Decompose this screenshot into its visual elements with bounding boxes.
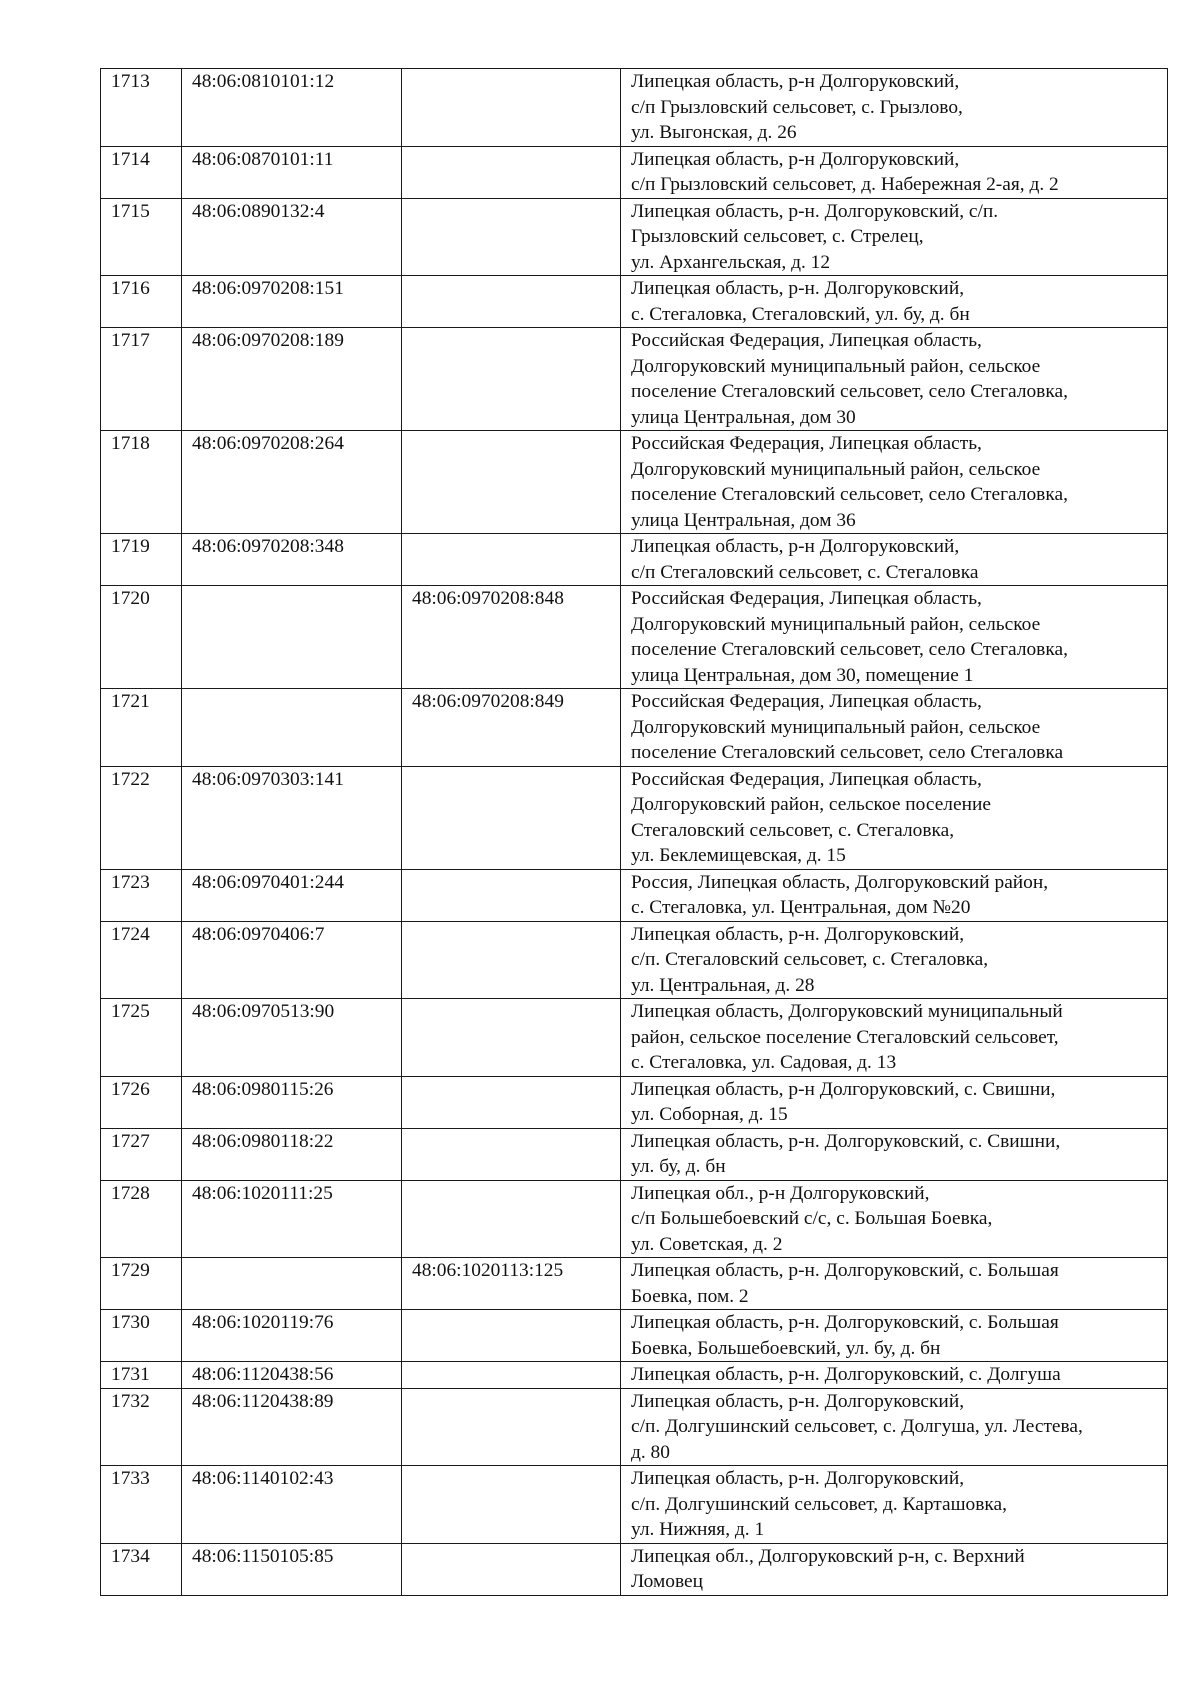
object-cadastral-number (402, 1180, 621, 1258)
row-number: 1723 (101, 869, 182, 921)
table-row (101, 534, 1168, 586)
land-cadastral-number: 48:06:0890132:4 (182, 198, 402, 276)
object-cadastral-number (402, 869, 621, 921)
object-cadastral-number (402, 534, 621, 586)
registry-table (100, 68, 1168, 1596)
row-number: 1729 (101, 1258, 182, 1310)
object-cadastral-number (402, 1466, 621, 1544)
row-number: 1717 (101, 328, 182, 431)
object-cadastral-number (402, 1310, 621, 1362)
table-row (101, 69, 1168, 147)
table-row (101, 1466, 1168, 1544)
object-cadastral-number (402, 1076, 621, 1128)
row-number: 1734 (101, 1543, 182, 1595)
table-row (101, 869, 1168, 921)
address: Липецкая область, р-н. Долгоруковский, с. Стегаловка, Стегаловский, ул. бу, д. бн (621, 276, 1168, 328)
table-row (101, 1543, 1168, 1595)
address: Россия, Липецкая область, Долгоруковский район, с. Стегаловка, ул. Центральная, дом №20 (621, 869, 1168, 921)
row-number: 1733 (101, 1466, 182, 1544)
object-cadastral-number (402, 1128, 621, 1180)
address: Липецкая область, р-н. Долгоруковский, с/п. Стегаловский сельсовет, с. Стегаловка, ул. Центральная, д. 28 (621, 921, 1168, 999)
object-cadastral-number (402, 146, 621, 198)
registry-table-body (101, 69, 1168, 1596)
address: Липецкая область, р-н. Долгоруковский, с. Большая Боевка, пом. 2 (621, 1258, 1168, 1310)
land-cadastral-number: 48:06:0970208:264 (182, 431, 402, 534)
address: Липецкая область, р-н. Долгоруковский, с. Свишни, ул. бу, д. бн (621, 1128, 1168, 1180)
row-number: 1714 (101, 146, 182, 198)
land-cadastral-number: 48:06:0970406:7 (182, 921, 402, 999)
table-row (101, 586, 1168, 689)
object-cadastral-number (402, 999, 621, 1077)
object-cadastral-number (402, 1362, 621, 1389)
address: Липецкая область, р-н. Долгоруковский, с/п. Долгушинский сельсовет, д. Карташовка, ул. Нижняя, д. 1 (621, 1466, 1168, 1544)
table-row (101, 1128, 1168, 1180)
address: Липецкая область, Долгоруковский муниципальный район, сельское поселение Стегаловский сельсовет, с. Стегаловка, ул. Садовая, д. 13 (621, 999, 1168, 1077)
row-number: 1715 (101, 198, 182, 276)
row-number: 1724 (101, 921, 182, 999)
row-number: 1726 (101, 1076, 182, 1128)
object-cadastral-number: 48:06:0970208:848 (402, 586, 621, 689)
table-row (101, 276, 1168, 328)
row-number: 1716 (101, 276, 182, 328)
table-row (101, 1388, 1168, 1466)
address: Липецкая область, р-н Долгоруковский, с/п Грызловский сельсовет, с. Грызлово, ул. Выгонская, д. 26 (621, 69, 1168, 147)
row-number: 1728 (101, 1180, 182, 1258)
address: Липецкая область, р-н Долгоруковский, с/п Стегаловский сельсовет, с. Стегаловка (621, 534, 1168, 586)
land-cadastral-number: 48:06:0970208:151 (182, 276, 402, 328)
document-page (100, 68, 1167, 1596)
row-number: 1731 (101, 1362, 182, 1389)
row-number: 1722 (101, 766, 182, 869)
table-row (101, 146, 1168, 198)
land-cadastral-number: 48:06:1020119:76 (182, 1310, 402, 1362)
table-row (101, 1258, 1168, 1310)
object-cadastral-number (402, 69, 621, 147)
address: Липецкая обл., Долгоруковский р-н, с. Верхний Ломовец (621, 1543, 1168, 1595)
row-number: 1719 (101, 534, 182, 586)
object-cadastral-number (402, 276, 621, 328)
address: Липецкая область, р-н. Долгоруковский, с/п. Грызловский сельсовет, с. Стрелец, ул. Архангельская, д. 12 (621, 198, 1168, 276)
row-number: 1713 (101, 69, 182, 147)
table-row (101, 1310, 1168, 1362)
row-number: 1732 (101, 1388, 182, 1466)
object-cadastral-number (402, 328, 621, 431)
address: Липецкая область, р-н. Долгоруковский, с/п. Долгушинский сельсовет, с. Долгуша, ул. Лестева, д. 80 (621, 1388, 1168, 1466)
object-cadastral-number (402, 921, 621, 999)
table-row (101, 431, 1168, 534)
address: Липецкая область, р-н. Долгоруковский, с. Долгуша (621, 1362, 1168, 1389)
address: Липецкая область, р-н Долгоруковский, с/п Грызловский сельсовет, д. Набережная 2-ая, д. 2 (621, 146, 1168, 198)
object-cadastral-number (402, 198, 621, 276)
land-cadastral-number: 48:06:0870101:11 (182, 146, 402, 198)
address: Липецкая обл., р-н Долгоруковский, с/п Большебоевский с/с, с. Большая Боевка, ул. Советская, д. 2 (621, 1180, 1168, 1258)
table-row (101, 999, 1168, 1077)
address: Российская Федерация, Липецкая область, Долгоруковский муниципальный район, сельское поселение Стегаловский сельсовет, село Стегаловка, улица Центральная, дом 36 (621, 431, 1168, 534)
object-cadastral-number: 48:06:0970208:849 (402, 689, 621, 767)
address: Липецкая область, р-н Долгоруковский, с. Свишни, ул. Соборная, д. 15 (621, 1076, 1168, 1128)
land-cadastral-number: 48:06:0970208:348 (182, 534, 402, 586)
address: Российская Федерация, Липецкая область, Долгоруковский район, сельское поселение Стегаловский сельсовет, с. Стегаловка, ул. Беклемищевская, д. 15 (621, 766, 1168, 869)
table-row (101, 1362, 1168, 1389)
land-cadastral-number: 48:06:0970208:189 (182, 328, 402, 431)
object-cadastral-number (402, 431, 621, 534)
object-cadastral-number: 48:06:1020113:125 (402, 1258, 621, 1310)
land-cadastral-number: 48:06:0970303:141 (182, 766, 402, 869)
table-row (101, 689, 1168, 767)
land-cadastral-number: 48:06:0810101:12 (182, 69, 402, 147)
address: Российская Федерация, Липецкая область, Долгоруковский муниципальный район, сельское поселение Стегаловский сельсовет, село Стегаловка, улица Центральная, дом 30 (621, 328, 1168, 431)
table-row (101, 921, 1168, 999)
land-cadastral-number (182, 689, 402, 767)
table-row (101, 766, 1168, 869)
land-cadastral-number: 48:06:0980118:22 (182, 1128, 402, 1180)
row-number: 1718 (101, 431, 182, 534)
row-number: 1721 (101, 689, 182, 767)
row-number: 1720 (101, 586, 182, 689)
table-row (101, 328, 1168, 431)
row-number: 1730 (101, 1310, 182, 1362)
land-cadastral-number (182, 1258, 402, 1310)
land-cadastral-number: 48:06:0980115:26 (182, 1076, 402, 1128)
address: Российская Федерация, Липецкая область, Долгоруковский муниципальный район, сельское поселение Стегаловский сельсовет, село Стегаловка (621, 689, 1168, 767)
land-cadastral-number: 48:06:0970401:244 (182, 869, 402, 921)
land-cadastral-number: 48:06:1140102:43 (182, 1466, 402, 1544)
land-cadastral-number (182, 586, 402, 689)
row-number: 1725 (101, 999, 182, 1077)
table-row (101, 1076, 1168, 1128)
object-cadastral-number (402, 766, 621, 869)
land-cadastral-number: 48:06:1120438:89 (182, 1388, 402, 1466)
object-cadastral-number (402, 1388, 621, 1466)
land-cadastral-number: 48:06:1120438:56 (182, 1362, 402, 1389)
address: Российская Федерация, Липецкая область, Долгоруковский муниципальный район, сельское поселение Стегаловский сельсовет, село Стегаловка, улица Центральная, дом 30, помещение 1 (621, 586, 1168, 689)
object-cadastral-number (402, 1543, 621, 1595)
land-cadastral-number: 48:06:1020111:25 (182, 1180, 402, 1258)
row-number: 1727 (101, 1128, 182, 1180)
address: Липецкая область, р-н. Долгоруковский, с. Большая Боевка, Большебоевский, ул. бу, д. бн (621, 1310, 1168, 1362)
land-cadastral-number: 48:06:0970513:90 (182, 999, 402, 1077)
land-cadastral-number: 48:06:1150105:85 (182, 1543, 402, 1595)
table-row (101, 198, 1168, 276)
table-row (101, 1180, 1168, 1258)
